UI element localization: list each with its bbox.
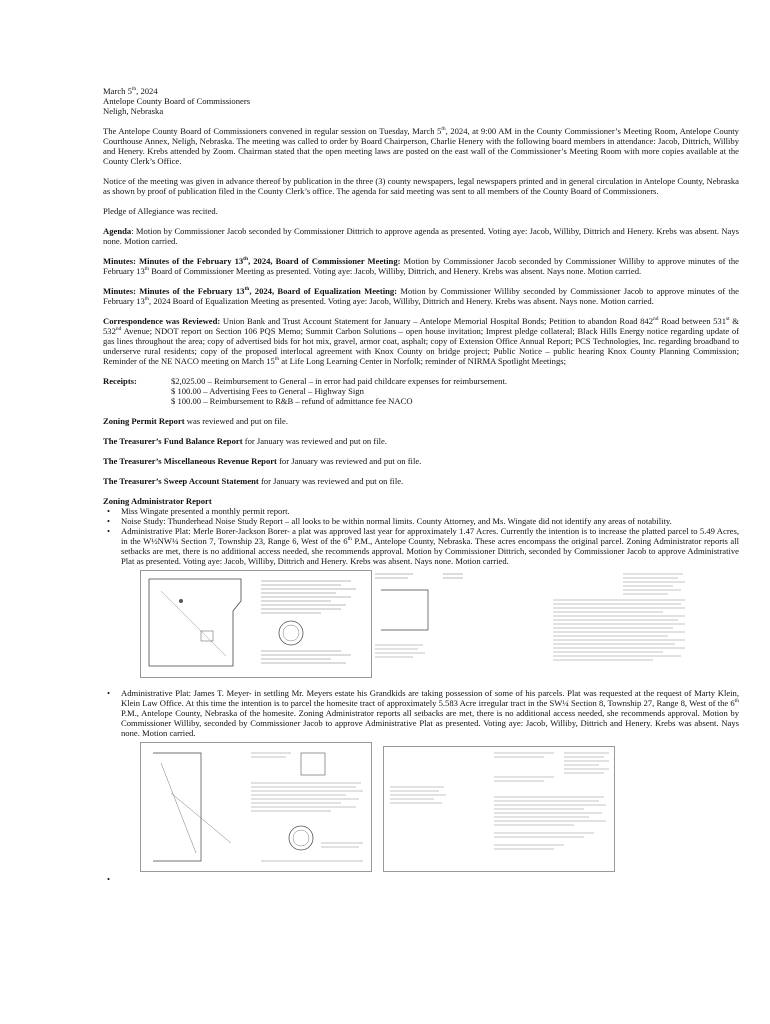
minutes-equalization-paragraph: Minutes: Minutes of the February 13th, 2024, Board of Equalization Meeting: Motion by Commissioner Williby seconded by Commissioner Jacob to approve minutes of the February 13th, 2024 Board of Equalization Meeting as presented. Voting aye: Jacob, Williby, Dittrich and Henery. Krebs was absent. Nays none. Motion carried.: [103, 286, 739, 306]
receipt-line: $2,025.00 – Reimbursement to General – in error had paid childcare expenses for reimbursement.: [171, 376, 508, 386]
borer-plat-images: [103, 570, 739, 680]
notice-paragraph: Notice of the meeting was given in advance thereof by publication in the three (3) county newspapers, legal newspapers printed and in general circulation in Antelope County, Nebraska as shown by proof of publication filed in the County Clerk’s office. The agenda for said meeting was sent to all members of the County Board of Commissioners.: [103, 176, 739, 196]
plat-survey-image: [140, 742, 372, 872]
agenda-paragraph: Agenda: Motion by Commissioner Jacob seconded by Commissioner Dittrich to approve agenda as presented. Voting aye: Jacob, Williby, Dittrich and Henery. Krebs was absent. Nays none. Motion carried.: [103, 226, 739, 246]
zoning-admin-title: Zoning Administrator Report: [103, 496, 212, 506]
receipt-line: $ 100.00 – Advertising Fees to General – Highway Sign: [171, 386, 364, 396]
zoning-admin-list: [103, 506, 739, 566]
list-item: • Noise Study: Thunderhead Noise Study Report – all looks to be within normal limits. County Attorney, and Ms. Wingate did not identify any areas of notability.: [121, 516, 739, 526]
empty-bullet-list: [103, 874, 739, 884]
receipts-list: [171, 376, 507, 406]
correspondence-paragraph: Correspondence was Reviewed: Union Bank and Trust Account Statement for January – Antelope Memorial Hospital Bonds; Petition to abandon Road 842nd Road between 531st & 532nd Avenue; NDOT report on Section 106 PQS Memo; Summit Carbon Solutions – open house invitation; Imprest pledge collateral; Black Hills Energy notice regarding update of gas lines throughout the area; copy of advertised bids for hot mix, gravel, armor coat, asphalt; copy of Extension Office Annual Report; PCS Technologies, Inc. regarding broadband to underserve rural residents; copy of the proposed interlocal agreement with Knox County on bridge project; Public Notice – public hearing Knox County Planning Commission; Reminder of the NE NACO meeting on March 15th at Life Long Learning Center in Norfolk; reminder of NIRMA Spotlight Meetings;: [103, 316, 739, 366]
meeting-date: March 5th, 2024: [103, 86, 158, 96]
plat-notes-image: [383, 746, 615, 872]
receipt-line: $ 100.00 – Reimbursement to R&B – refund of admittance fee NACO: [171, 396, 413, 406]
zoning-admin-list-continued: [103, 688, 739, 738]
plat-map-image: [140, 570, 372, 678]
zoning-permit-report: Zoning Permit Report was reviewed and put on file.: [103, 416, 288, 426]
receipts-label: Receipts:: [103, 376, 137, 386]
board-name: Antelope County Board of Commissioners: [103, 96, 251, 106]
plat-text-image: [463, 570, 693, 674]
fund-balance-report: The Treasurer’s Fund Balance Report for January was reviewed and put on file.: [103, 436, 387, 446]
minutes-document: [103, 86, 739, 884]
minutes-commissioner-paragraph: Minutes: Minutes of the February 13th, 2024, Board of Commissioner Meeting: Motion by Commissioner Jacob seconded by Commissioner Williby to approve minutes of the February 13th Board of Commissioner Meeting as presented. Voting aye: Jacob, Williby, Dittrich, and Henery. Krebs was absent. Nays none. Motion carried.: [103, 256, 739, 276]
intro-paragraph: The Antelope County Board of Commissioners convened in regular session on Tuesday, March 5th, 2024, at 9:00 AM in the County Commissioner’s Meeting Room, Antelope County Courthouse Annex, Neligh, Nebraska. The meeting was called to order by Board Chairperson, Charlie Henery with the following board members in attendance: Jacob, Dittrich, Williby and Henery. Krebs attended by Zoom. Chairman stated that the open meeting laws are posted on the east wall of the Commissioner’s Meeting Room with more copies available at the County Clerk’s Office.: [103, 126, 739, 166]
list-item: [121, 874, 739, 884]
document-header: [103, 86, 739, 116]
list-item: • Miss Wingate presented a monthly permit report.: [121, 506, 739, 516]
list-item: • Administrative Plat: Merle Borer-Jackson Borer- a plat was approved last year for approximately 1.47 Acres. Currently the intention is to increase the platted parcel to 5.49 Acres, in the W½NW¼ Section 7, Township 23, Range 6, West of the 6th P.M., Antelope County, Nebraska. These acres encompass the original parcel. Zoning Administrator reports all setbacks are met, there is no additional access needed, she recommends approval. Motion by Commissioner Dittrich, seconded by Commissioner Jacob to approve Administrative Plat as presented. Voting aye: Jacob, Williby, Dittrich and Henery. Krebs was absent. Nays none. Motion carried.: [121, 526, 739, 566]
pledge-paragraph: Pledge of Allegiance was recited.: [103, 206, 218, 216]
misc-revenue-report: The Treasurer’s Miscellaneous Revenue Report for January was reviewed and put on file.: [103, 456, 422, 466]
receipts-section: [103, 376, 739, 406]
meyer-plat-images: [103, 742, 739, 872]
sweep-account-report: The Treasurer’s Sweep Account Statement for January was reviewed and put on file.: [103, 476, 404, 486]
meeting-location: Neligh, Nebraska: [103, 106, 164, 116]
list-item: • Administrative Plat: James T. Meyer- in settling Mr. Meyers estate his Grandkids are taking possession of some of his parcels. Plat was requested at the request of Marty Klein, Klein Law Office. At this time the intention is to parcel the homesite tract of approximately 5.583 Acre irregular tract in the SW¼ Section 8, Township 27, Range 8, West of the 6th P.M., Antelope County, Nebraska of the homesite. Zoning Administrator reports all setbacks are met, there is no additional access needed, she recommends approval. Motion by Commissioner Williby, seconded by Commissioner Jacob to approve Administrative Plat as presented. Voting aye: Jacob, Williby, Dittrich and Henery. Krebs was absent. Nays none. Motion carried.: [121, 688, 739, 738]
